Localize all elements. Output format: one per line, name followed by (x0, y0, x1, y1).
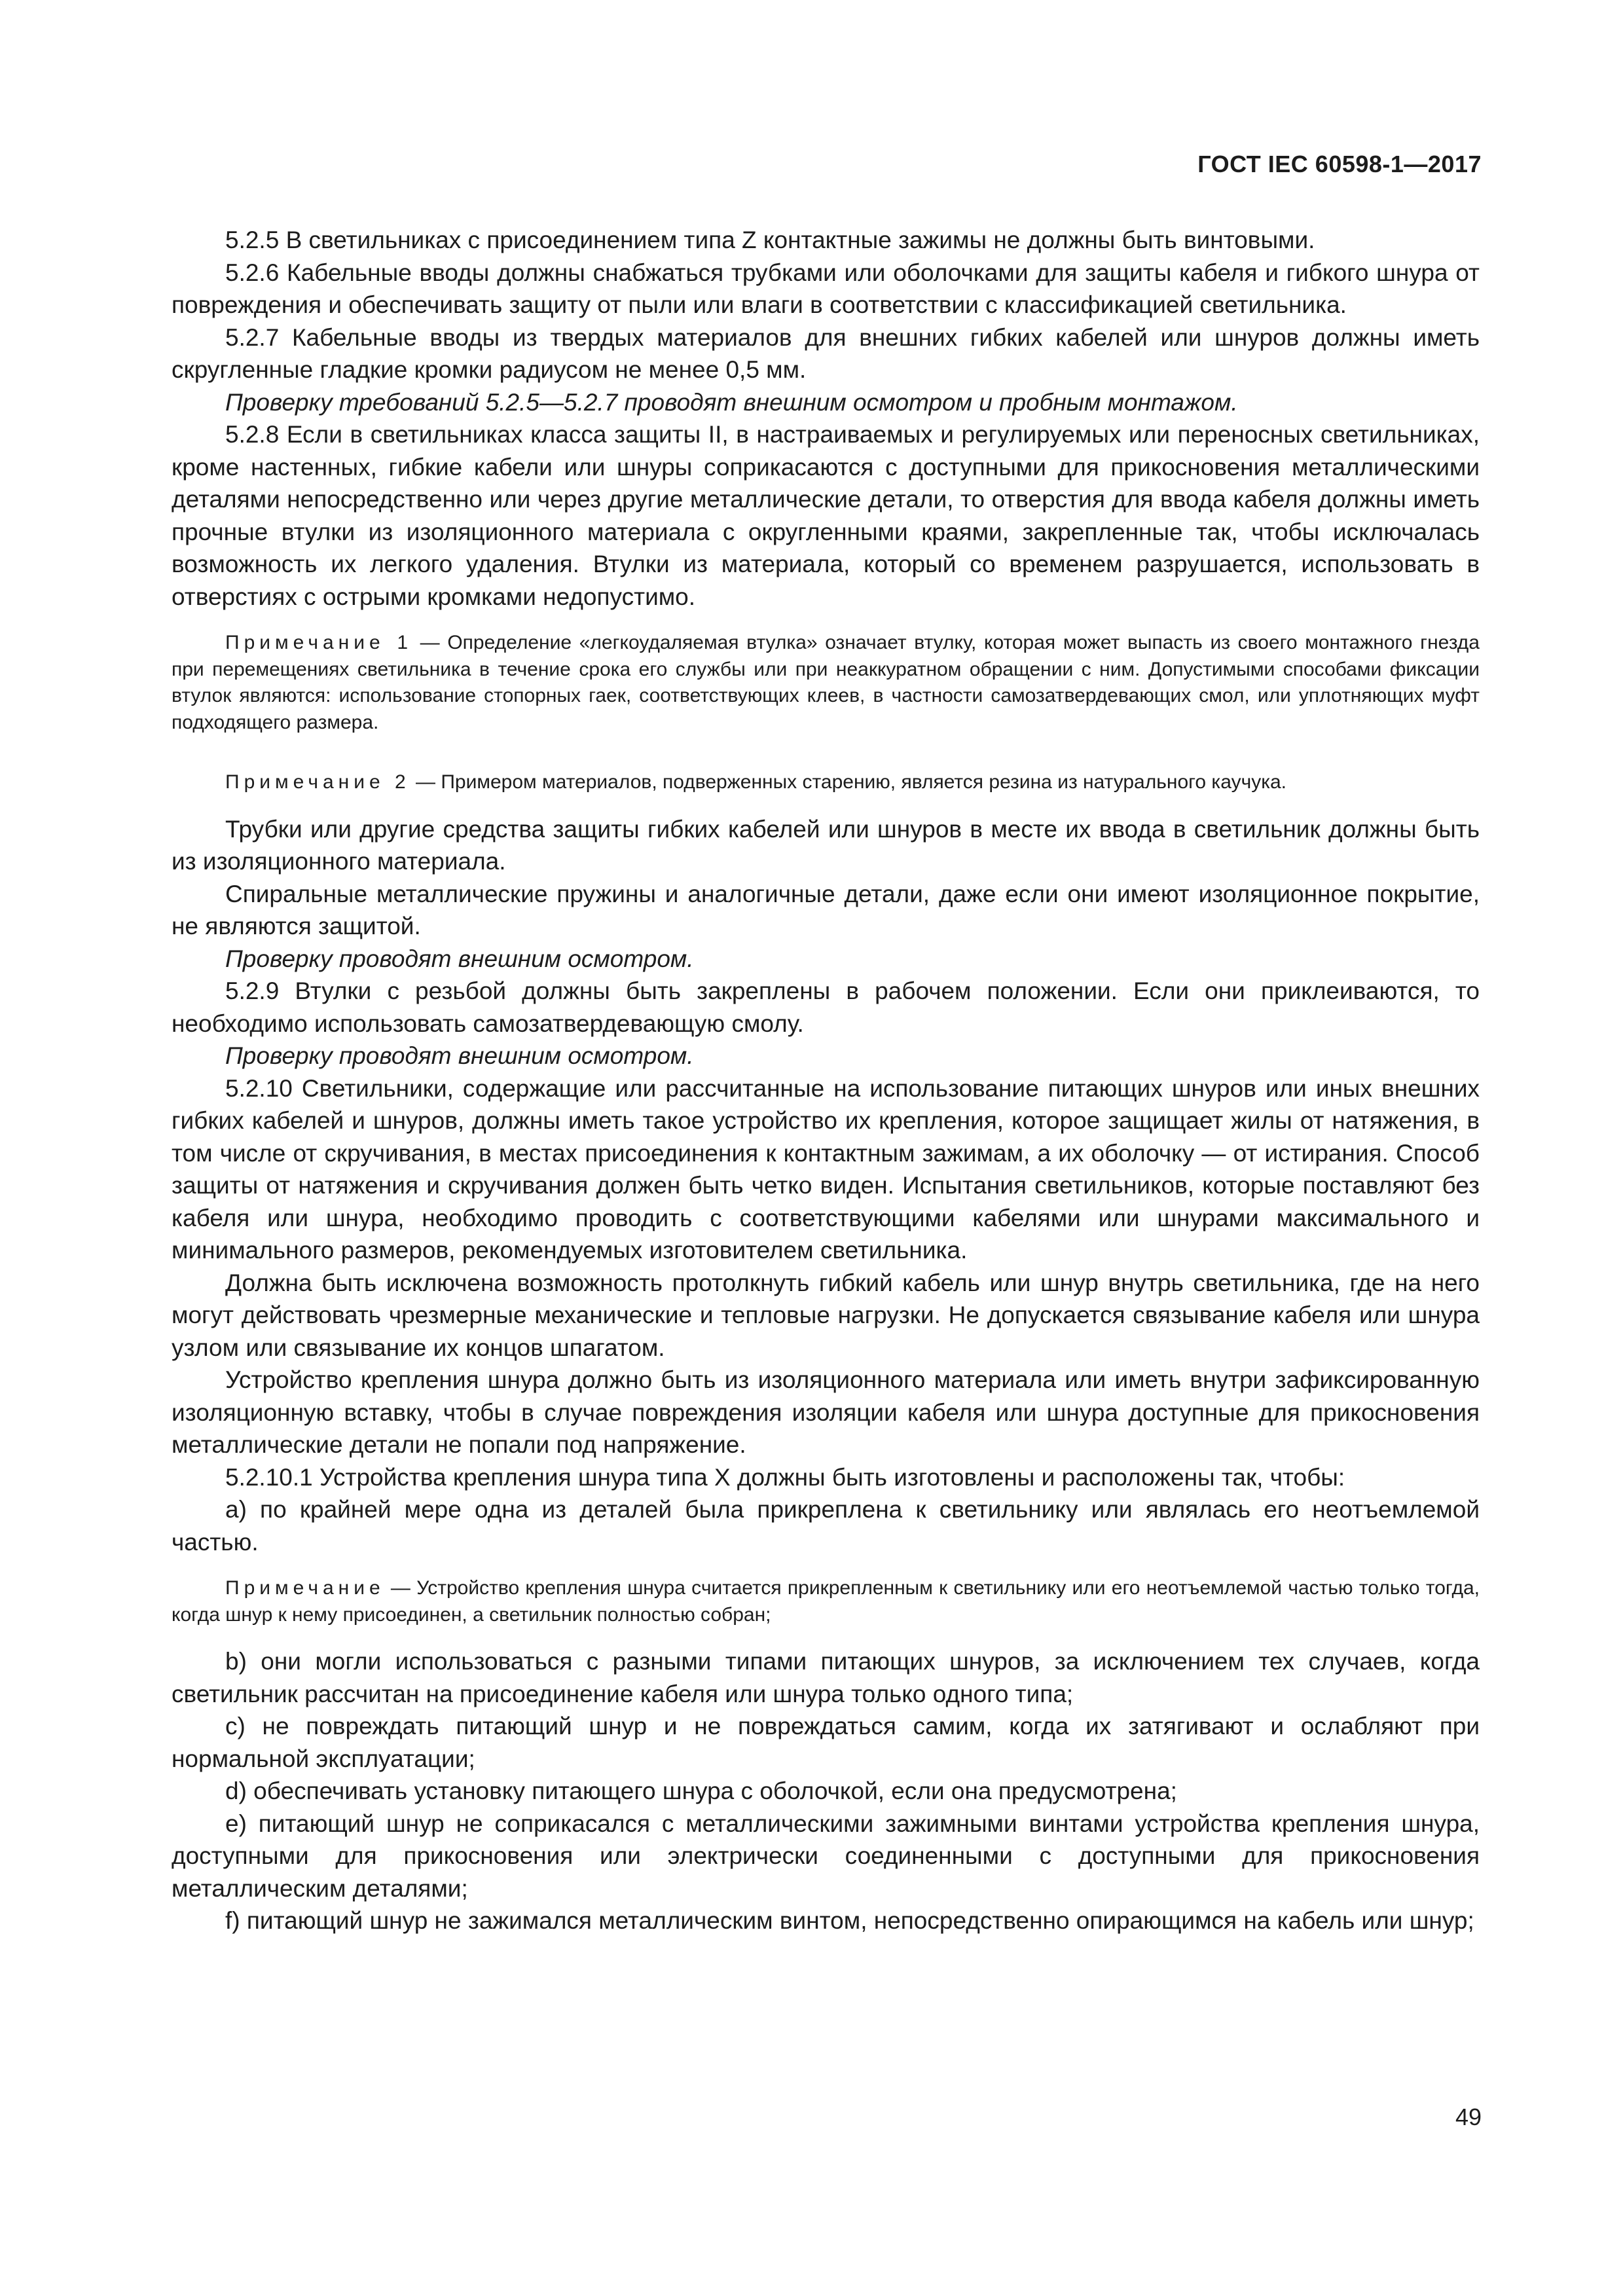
clause-5-2-8: 5.2.8 Если в светильниках класса защиты II, в настраиваемых и регулируемых или переносных светильниках, кроме настенных, гибкие кабели или шнуры соприкасаются с доступными для прикосновения металлическими деталями непосредственно или через другие металлические детали, то отверстия для ввода кабеля должны иметь прочные втулки из изоляционного материала с округленными краями, закрепленные так, чтобы исключалась возможность их легкого удаления. Втулки из материала, который со временем разрушается, использовать в отверстиях с острыми кромками недопустимо. (172, 421, 1480, 610)
clause-5-2-10-1: 5.2.10.1 Устройства крепления шнура типа X должны быть изготовлены и расположены так, чтобы: (225, 1463, 1345, 1491)
note-3 (172, 1575, 1480, 1628)
note-3-text: — Устройство крепления шнура считается прикрепленным к светильнику или его неотъемлемой частью только тогда, когда шнур к нему присоединен, а светильник полностью собран; (172, 1577, 1480, 1626)
list-item-f: f) питающий шнур не зажимался металлическим винтом, непосредственно опирающимся на кабель или шнур; (225, 1907, 1474, 1934)
note-2-label: Примечание 2 (225, 771, 410, 793)
clause-5-2-6: 5.2.6 Кабельные вводы должны снабжаться трубками или оболочками для защиты кабеля и гибкого шнура от повреждения и обеспечивать защиту от пыли или влаги в соответствии с классификацией светильника. (172, 259, 1480, 318)
check-5-2-8: Проверку проводят внешним осмотром. (225, 945, 694, 972)
list-item-b: b) они могли использоваться с разными типами питающих шнуров, за исключением тех случаев, когда светильник рассчитан на присоединение кабеля или шнура только одного типа; (172, 1648, 1480, 1707)
clause-5-2-9: 5.2.9 Втулки с резьбой должны быть закреплены в рабочем положении. Если они приклеиваются, то необходимо использовать самозатвердевающую смолу. (172, 977, 1480, 1037)
clause-5-2-10-insert: Устройство крепления шнура должно быть из изоляционного материала или иметь внутри зафиксированную изоляционную вставку, чтобы в случае повреждения изоляции кабеля или шнура доступные для прикосновения металлические детали не попали под напряжение. (172, 1366, 1480, 1458)
check-5-2-9: Проверку проводят внешним осмотром. (225, 1042, 694, 1069)
standard-header: ГОСТ IEC 60598-1—2017 (1197, 151, 1482, 177)
list-item-c: c) не повреждать питающий шнур и не повреждаться самим, когда их затягивают и ослабляют при нормальной эксплуатации; (172, 1713, 1480, 1772)
note-3-label: Примечание (225, 1577, 385, 1599)
clause-5-2-7: 5.2.7 Кабельные вводы из твердых материалов для внешних гибких кабелей или шнуров должны иметь скругленные гладкие кромки радиусом не менее 0,5 мм. (172, 323, 1480, 383)
check-5-2-5-to-5-2-7: Проверку требований 5.2.5—5.2.7 проводят внешним осмотром и пробным монтажом. (225, 388, 1238, 416)
clause-5-2-10: 5.2.10 Светильники, содержащие или рассчитанные на использование питающих шнуров или иных внешних гибких кабелей и шнуров, должны иметь такое устройство их крепления, которое защищает жилы от натяжения, в том числе от скручивания, в местах присоединения к контактным зажимам, а их оболочку — от истирания. Способ защиты от натяжения и скручивания должен быть четко виден. Испытания светильников, которые поставляют без кабеля или шнура, необходимо проводить с соответствующими кабелями или шнурами максимального и минимального размеров, рекомендуемых изготовителем светильника. (172, 1074, 1480, 1264)
clause-5-2-8-tubes: Трубки или другие средства защиты гибких кабелей или шнуров в месте их ввода в светильник должны быть из изоляционного материала. (172, 815, 1480, 875)
note-2 (172, 769, 1480, 796)
note-2-text: — Примером материалов, подверженных старению, является резина из натурального каучука. (410, 771, 1286, 793)
list-item-d: d) обеспечивать установку питающего шнура с оболочкой, если она предусмотрена; (225, 1777, 1177, 1804)
clause-5-2-8-springs: Спиральные металлические пружины и аналогичные детали, даже если они имеют изоляционное покрытие, не являются защитой. (172, 880, 1480, 939)
list-item-a: a) по крайней мере одна из деталей была прикреплена к светильнику или являлась его неотъемлемой частью. (172, 1496, 1480, 1556)
note-1-text: — Определение «легкоудаляемая втулка» означает втулку, которая может выпасть из своего монтажного гнезда при перемещениях светильника в течение срока его службы или при неаккуратном обращении с ним. Допустимыми способами фиксации втулок являются: использование стопорных гаек, соответствующих клеев, в частности самозатвердевающих смол, или уплотняющих муфт подходящего размера. (172, 632, 1480, 733)
list-item-e: e) питающий шнур не соприкасался с металлическими зажимными винтами устройства крепления шнура, доступными для прикосновения или электрически соединенными с доступными для прикосновения металлическим деталями; (172, 1810, 1480, 1902)
note-1-label: Примечание 1 (225, 632, 412, 653)
note-1 (172, 630, 1480, 736)
clause-5-2-5: 5.2.5 В светильниках с присоединением типа Z контактные зажимы не должны быть винтовыми. (225, 227, 1315, 253)
page-body (172, 224, 1480, 1937)
page-number: 49 (1455, 2104, 1482, 2130)
clause-5-2-10-push: Должна быть исключена возможность протолкнуть гибкий кабель или шнур внутрь светильника, где на него могут действовать чрезмерные механические и тепловые нагрузки. Не допускается связывание кабеля или шнура узлом или связывание их концов шпагатом. (172, 1269, 1480, 1361)
